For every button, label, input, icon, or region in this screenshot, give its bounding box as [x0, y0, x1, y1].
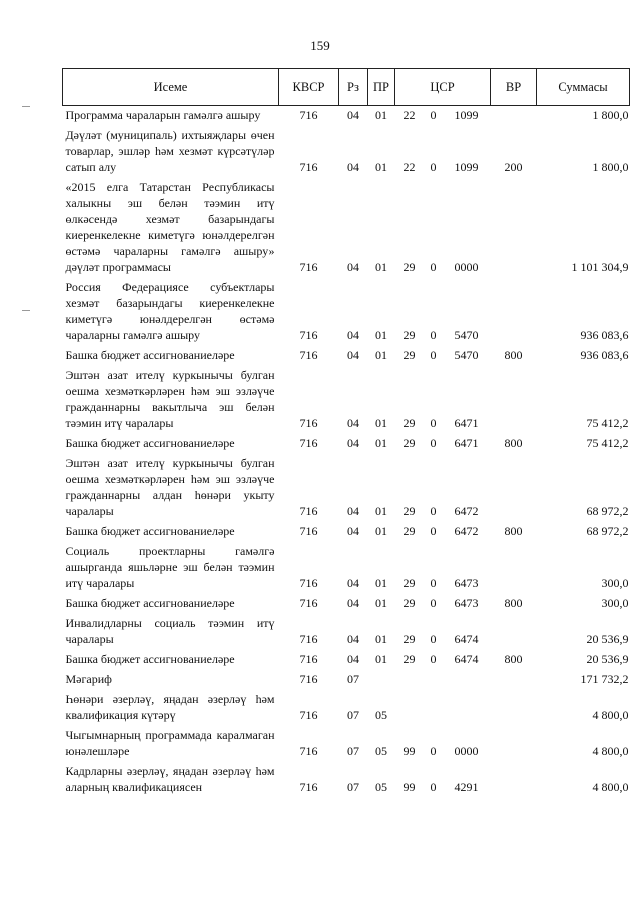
row-vr: 200 — [504, 160, 523, 174]
row-name: Мәгариф — [65, 672, 112, 686]
row-csr-subprogram: 0 — [430, 576, 437, 590]
row-csr-program: 99 — [403, 780, 416, 794]
row-rz: 04 — [347, 576, 359, 590]
header-sum: Суммасы — [537, 69, 630, 106]
table-row — [63, 614, 630, 650]
table-row — [63, 594, 630, 614]
row-vr — [491, 726, 537, 762]
table-row — [63, 726, 630, 762]
row-rz: 04 — [347, 632, 359, 646]
row-rz: 04 — [347, 328, 359, 342]
row-sum: 68 972,2 — [586, 504, 629, 518]
row-vr: 800 — [504, 596, 523, 610]
row-name: Башка бюджет ассигнованиеләре — [65, 524, 235, 538]
table-row — [63, 670, 630, 690]
row-sum: 20 536,9 — [586, 652, 629, 666]
row-rz: 04 — [347, 436, 359, 450]
row-vr: 800 — [504, 436, 523, 450]
row-vr — [491, 762, 537, 798]
row-csr-subprogram: 0 — [430, 780, 437, 794]
row-kvsr: 716 — [299, 160, 318, 174]
row-sum: 20 536,9 — [586, 632, 629, 646]
row-csr-program: 29 — [403, 416, 416, 430]
row-name: Инвалидларны социаль тәэмин итү чаралары — [65, 616, 275, 646]
row-csr-direction: 6474 — [454, 652, 479, 666]
row-csr-subprogram: 0 — [430, 108, 437, 122]
row-kvsr: 716 — [299, 576, 318, 590]
row-pr: 01 — [375, 576, 387, 590]
row-rz: 04 — [347, 504, 359, 518]
row-pr: 01 — [375, 416, 387, 430]
row-sum: 4 800,0 — [592, 708, 629, 722]
row-pr: 01 — [375, 596, 387, 610]
row-csr-program: 29 — [403, 348, 416, 362]
row-pr: 01 — [375, 260, 387, 274]
row-csr-direction: 4291 — [454, 780, 479, 794]
row-vr — [491, 690, 537, 726]
row-csr-subprogram: 0 — [430, 160, 437, 174]
row-name: Башка бюджет ассигнованиеләре — [65, 348, 235, 362]
row-sum: 1 800,0 — [592, 108, 629, 122]
row-rz: 04 — [347, 596, 359, 610]
row-kvsr: 716 — [299, 328, 318, 342]
row-csr-subprogram: 0 — [430, 524, 437, 538]
row-csr-program: 29 — [403, 596, 416, 610]
row-pr: 05 — [375, 780, 387, 794]
row-kvsr: 716 — [299, 348, 318, 362]
header-csr: ЦСР — [395, 69, 491, 106]
row-pr: 01 — [375, 436, 387, 450]
table-row — [63, 106, 630, 127]
row-pr: 01 — [375, 328, 387, 342]
row-kvsr: 716 — [299, 632, 318, 646]
margin-mark — [22, 310, 30, 311]
table-row — [63, 346, 630, 366]
row-pr: 01 — [375, 504, 387, 518]
row-csr-program: 29 — [403, 504, 416, 518]
table-row — [63, 522, 630, 542]
row-csr-program: 29 — [403, 652, 416, 666]
table-row — [63, 454, 630, 522]
row-csr-subprogram: 0 — [430, 632, 437, 646]
row-name: Социаль проектларны гамәлгә ашырганда яшьләрне эш белән тәэмин итү чаралары — [65, 544, 275, 590]
row-csr-direction: 1099 — [454, 160, 479, 174]
row-csr-direction: 5470 — [454, 348, 479, 362]
row-kvsr: 716 — [299, 108, 318, 122]
row-kvsr: 716 — [299, 524, 318, 538]
row-sum: 75 412,2 — [586, 416, 629, 430]
row-csr-program: 29 — [403, 328, 416, 342]
row-kvsr: 716 — [299, 652, 318, 666]
row-name: Башка бюджет ассигнованиеләре — [65, 436, 235, 450]
row-kvsr: 716 — [299, 436, 318, 450]
row-csr-subprogram — [425, 670, 443, 690]
row-pr: 01 — [375, 652, 387, 666]
row-name: Башка бюджет ассигнованиеләре — [65, 652, 235, 666]
row-sum: 68 972,2 — [586, 524, 629, 538]
row-kvsr: 716 — [299, 504, 318, 518]
row-csr-direction: 0000 — [454, 744, 479, 758]
row-pr: 01 — [375, 524, 387, 538]
row-rz: 04 — [347, 416, 359, 430]
row-name: Эштән азат ителү куркынычы булган оешма хезмәткәрләрен һәм эш эзләүче гражданнарны алдан һөнәри укыту чаралары — [65, 456, 275, 518]
row-sum: 4 800,0 — [592, 744, 629, 758]
row-rz: 07 — [347, 672, 359, 686]
row-csr-subprogram: 0 — [430, 596, 437, 610]
row-csr-program: 29 — [403, 260, 416, 274]
row-sum: 4 800,0 — [592, 780, 629, 794]
row-sum: 171 732,2 — [580, 672, 629, 686]
row-kvsr: 716 — [299, 596, 318, 610]
row-csr-program — [395, 690, 425, 726]
row-csr-subprogram — [425, 690, 443, 726]
header-rz: Рз — [339, 69, 368, 106]
row-csr-direction — [443, 670, 491, 690]
row-rz: 04 — [347, 160, 359, 174]
row-csr-subprogram: 0 — [430, 328, 437, 342]
row-kvsr: 716 — [299, 744, 318, 758]
row-pr: 01 — [375, 348, 387, 362]
row-csr-program: 29 — [403, 524, 416, 538]
header-kvsr: КВСР — [279, 69, 339, 106]
header-vr: ВР — [491, 69, 537, 106]
row-csr-program: 99 — [403, 744, 416, 758]
table-row — [63, 650, 630, 670]
row-rz: 04 — [347, 348, 359, 362]
row-pr: 01 — [375, 632, 387, 646]
row-rz: 04 — [347, 524, 359, 538]
row-name: Программа чараларын гамәлгә ашыру — [65, 108, 261, 122]
row-csr-subprogram: 0 — [430, 436, 437, 450]
row-csr-direction: 0000 — [454, 260, 479, 274]
row-pr: 05 — [375, 708, 387, 722]
row-name: Кадрларны әзерләү, яңадан әзерләү һәм аларның квалификациясен — [65, 764, 275, 794]
header-pr: ПР — [368, 69, 395, 106]
row-rz: 04 — [347, 652, 359, 666]
row-csr-program: 22 — [403, 160, 416, 174]
table-row — [63, 542, 630, 594]
row-pr: 01 — [375, 108, 387, 122]
row-rz: 07 — [347, 780, 359, 794]
row-csr-direction: 6473 — [454, 576, 479, 590]
row-csr-program: 29 — [403, 436, 416, 450]
row-pr — [368, 670, 395, 690]
budget-table — [62, 68, 630, 798]
row-vr — [491, 454, 537, 522]
row-csr-subprogram: 0 — [430, 260, 437, 274]
row-csr-direction: 5470 — [454, 328, 479, 342]
row-rz: 07 — [347, 744, 359, 758]
table-row — [63, 278, 630, 346]
row-vr — [491, 178, 537, 278]
row-vr — [491, 614, 537, 650]
table-row — [63, 762, 630, 798]
row-csr-direction: 1099 — [454, 108, 479, 122]
row-name: Россия Федерациясе субъектлары хезмәт базарындагы киеренкелекне киметүгә юнәлдерелгән өстәмә чараларны гамәлгә ашыру — [65, 280, 275, 342]
row-kvsr: 716 — [299, 780, 318, 794]
row-sum: 936 083,6 — [580, 328, 629, 342]
table-row — [63, 126, 630, 178]
margin-mark — [22, 106, 30, 107]
row-name: Эштән азат ителү куркынычы булган оешма хезмәткәрләрен һәм эш эзләүче гражданнарны вакытлыча эш белән тәэмин итү чаралары — [65, 368, 275, 430]
row-csr-subprogram: 0 — [430, 348, 437, 362]
row-pr: 01 — [375, 160, 387, 174]
row-vr — [491, 278, 537, 346]
row-kvsr: 716 — [299, 416, 318, 430]
row-csr-subprogram: 0 — [430, 744, 437, 758]
row-rz: 07 — [347, 708, 359, 722]
row-name: Башка бюджет ассигнованиеләре — [65, 596, 235, 610]
row-rz: 04 — [347, 260, 359, 274]
row-name: «2015 елга Татарстан Республикасы халыкны эш белән тәэмин итү өлкәсендә хезмәт базарындагы киеренкелекне киметүгә юнәлдерелгән өстәмә чараларны гамәлгә ашыру» дәүләт программасы — [65, 180, 275, 274]
row-csr-direction: 6471 — [454, 416, 479, 430]
row-csr-program: 22 — [403, 108, 416, 122]
row-csr-direction — [443, 690, 491, 726]
row-kvsr: 716 — [299, 708, 318, 722]
row-csr-program — [395, 670, 425, 690]
row-kvsr: 716 — [299, 260, 318, 274]
table-row — [63, 434, 630, 454]
page-number: 159 — [310, 38, 330, 53]
row-csr-program: 29 — [403, 632, 416, 646]
row-vr: 800 — [504, 348, 523, 362]
row-sum: 1 101 304,9 — [571, 260, 629, 274]
row-vr: 800 — [504, 652, 523, 666]
row-sum: 300,0 — [601, 576, 629, 590]
header-name: Исеме — [63, 69, 279, 106]
row-csr-subprogram: 0 — [430, 652, 437, 666]
row-vr — [491, 542, 537, 594]
row-csr-direction: 6473 — [454, 596, 479, 610]
row-csr-subprogram: 0 — [430, 504, 437, 518]
table-row — [63, 690, 630, 726]
row-sum: 300,0 — [601, 596, 629, 610]
row-csr-direction: 6472 — [454, 524, 479, 538]
row-csr-program: 29 — [403, 576, 416, 590]
row-name: Дәүләт (муниципаль) ихтыяҗлары өчен товарлар, эшләр һәм хезмәт күрсәтүләр сатып алу — [65, 128, 275, 174]
row-pr: 05 — [375, 744, 387, 758]
table-header-row — [63, 69, 630, 106]
row-sum: 1 800,0 — [592, 160, 629, 174]
table-row — [63, 178, 630, 278]
row-name: Һөнәри әзерләү, яңадан әзерләү һәм квалификация күтәрү — [65, 692, 275, 722]
row-csr-direction: 6474 — [454, 632, 479, 646]
row-csr-subprogram: 0 — [430, 416, 437, 430]
row-kvsr: 716 — [299, 672, 318, 686]
row-rz: 04 — [347, 108, 359, 122]
row-csr-direction: 6471 — [454, 436, 479, 450]
row-sum: 936 083,6 — [580, 348, 629, 362]
row-sum: 75 412,2 — [586, 436, 629, 450]
row-vr — [491, 106, 537, 127]
row-name: Чыгымнарның программада каралмаган юнәлешләре — [65, 728, 275, 758]
row-vr — [491, 670, 537, 690]
row-vr — [491, 366, 537, 434]
row-csr-direction: 6472 — [454, 504, 479, 518]
row-vr: 800 — [504, 524, 523, 538]
table-row — [63, 366, 630, 434]
